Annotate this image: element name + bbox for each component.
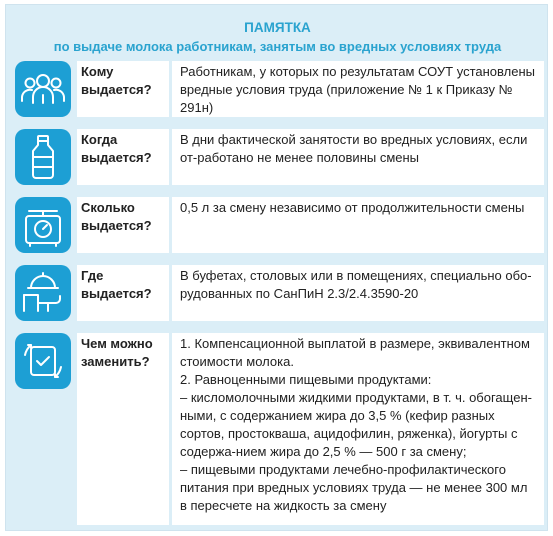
list-item: – пищевыми продуктами лечебно-профилактического питания при вредных условиях труда — не менее 300 мл в пересчете на жидкость за смену <box>180 462 528 513</box>
page-subtitle: по выдаче молока работникам, занятым во вредных условиях труда <box>53 39 502 54</box>
row-label: Когда выдается? <box>77 129 169 185</box>
list-item: 2. Равноценными пищевыми продуктами: <box>180 372 432 387</box>
list-item: 1. Компенсационной выплатой в размере, эквивалентном стоимости молока. <box>180 336 530 369</box>
row-text: В буфетах, столовых или в помещениях, специально обо-рудованных по СанПиН 2.3/2.4.3590-20 <box>172 265 544 321</box>
memo-card <box>5 4 548 531</box>
canteen-icon <box>15 265 71 321</box>
page-title: ПАМЯТКА <box>244 20 311 35</box>
workers-icon <box>15 61 71 117</box>
row-label: Сколько выдается? <box>77 197 169 253</box>
row-label: Кому выдается? <box>77 61 169 117</box>
row-label: Где выдается? <box>77 265 169 321</box>
list-item: – кисломолочными жидкими продуктами, в т. ч. обогащен-ными, с содержанием жира до 3,5 % (кефир разных сортов, простокваша, ацидофилин, ряженка), йогурты с содержа-нием жира до 2,5 % — 500 г за смену; <box>180 390 532 459</box>
row-text <box>172 333 544 525</box>
row-text: Работникам, у которых по результатам СОУТ установлены вредные условия труда (приложение № 1 к Приказу № 291н) <box>172 61 544 117</box>
checklist-icon <box>15 333 71 389</box>
row-text: 0,5 л за смену независимо от продолжительности смены <box>172 197 544 253</box>
scale-icon <box>15 197 71 253</box>
milk-bottle-icon <box>15 129 71 185</box>
row-text: В дни фактической занятости во вредных условиях, если от-работано не менее половины смены <box>172 129 544 185</box>
row-label: Чем можно заменить? <box>77 333 169 525</box>
